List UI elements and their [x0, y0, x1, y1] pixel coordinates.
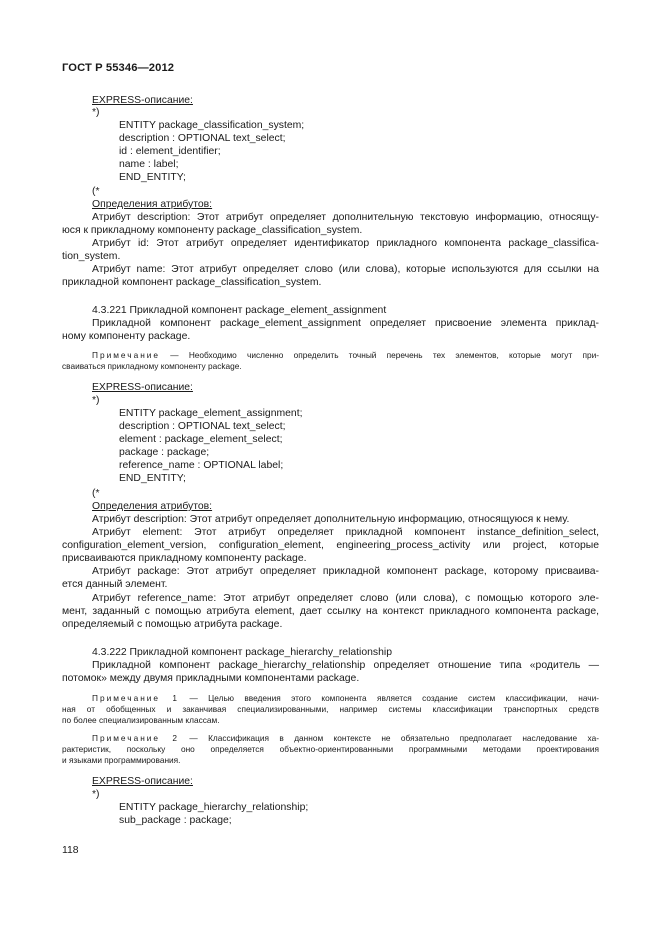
paragraph-line: мент, заданный с помощью атрибута element, дает ссылку на контекст прикладного компонента package,: [62, 606, 599, 617]
code-close: (*: [92, 186, 100, 197]
code-line: sub_package : package;: [119, 815, 232, 826]
code-line: element : package_element_select;: [119, 434, 283, 445]
paragraph-line: Атрибут name: Этот атрибут определяет слово (или слова), которые используются для ссылки на: [92, 264, 599, 275]
paragraph-line: Атрибут package: Этот атрибут определяет прикладной компонент package, которому присваива-: [92, 566, 599, 577]
note-label: Примечание 2: [92, 733, 180, 743]
paragraph-line: Атрибут id: Этот атрибут определяет идентификатор прикладного компонента package_classifica-: [92, 238, 599, 249]
express-label: EXPRESS-описание:: [92, 95, 193, 106]
code-line: END_ENTITY;: [119, 172, 186, 183]
express-label: EXPRESS-описание:: [92, 382, 193, 393]
code-open: *): [92, 107, 100, 118]
code-open: *): [92, 395, 100, 406]
code-line: ENTITY package_hierarchy_relationship;: [119, 802, 309, 813]
attributes-label: Определения атрибутов:: [92, 199, 213, 210]
code-open: *): [92, 789, 100, 800]
express-label: EXPRESS-описание:: [92, 776, 193, 787]
paragraph-line: Атрибут description: Этот атрибут определяет дополнительную информацию, относящуюся к нему.: [92, 514, 570, 525]
standard-header: ГОСТ Р 55346—2012: [62, 62, 175, 74]
code-line: package : package;: [119, 447, 210, 458]
note-label: Примечание 1: [92, 693, 180, 703]
paragraph-line: потомок» между двумя прикладными компонентами package.: [62, 673, 360, 684]
code-close: (*: [92, 488, 100, 499]
page-number: 118: [62, 845, 79, 856]
note: Примечание 1 — Целью введения этого компонента является создание систем классификации, начи-: [92, 693, 599, 703]
note-label: Примечание: [92, 350, 161, 360]
note: Примечание — Необходимо численно определить точный перечень тех элементов, которые могут при-: [92, 350, 599, 360]
note-line: и языками программирования.: [62, 755, 181, 765]
paragraph-line: ному компоненту package.: [62, 331, 191, 342]
code-line: description : OPTIONAL text_select;: [119, 421, 286, 432]
attributes-label: Определения атрибутов:: [92, 501, 213, 512]
section-heading: 4.3.221 Прикладной компонент package_element_assignment: [92, 305, 387, 316]
paragraph-line: определяемый с помощью атрибута package.: [62, 619, 283, 630]
paragraph-line: Атрибут element: Этот атрибут определяет прикладной компонент instance_definition_select,: [92, 527, 599, 538]
paragraph-line: присваиваются прикладному компоненту package.: [62, 553, 307, 564]
code-line: ENTITY package_element_assignment;: [119, 408, 303, 419]
code-line: name : label;: [119, 159, 179, 170]
paragraph-line: ется данный элемент.: [62, 579, 168, 590]
paragraph-line: Прикладной компонент package_element_assignment определяет присвоение элемента приклад-: [92, 318, 599, 329]
paragraph-line: tion_system.: [62, 251, 121, 262]
paragraph-line: прикладной компонент package_classification_system.: [62, 277, 322, 288]
paragraph-line: configuration_element_version, configuration_element, engineering_process_activity или project, которые: [62, 540, 599, 551]
note-line: по более специализированным классам.: [62, 715, 220, 725]
note: Примечание 2 — Классификация в данном контексте не обязательно предполагает наследование ха-: [92, 733, 599, 743]
paragraph-line: юся к прикладному компоненту package_classification_system.: [62, 225, 363, 236]
code-line: description : OPTIONAL text_select;: [119, 133, 286, 144]
paragraph-line: Атрибут reference_name: Этот атрибут определяет слово (или слова), с помощью которого эле-: [92, 593, 599, 604]
paragraph-line: Атрибут description: Этот атрибут определяет дополнительную текстовую информацию, относящу-: [92, 212, 599, 223]
code-line: id : element_identifier;: [119, 146, 221, 157]
code-line: END_ENTITY;: [119, 473, 186, 484]
note-line: рактеристик, поскольку оно определяется объектно-ориентированными программными методами проектирования: [62, 744, 599, 754]
note-line: сваиваться прикладному компоненту package.: [62, 361, 242, 371]
paragraph-line: Прикладной компонент package_hierarchy_relationship определяет отношение типа «родитель —: [92, 660, 599, 671]
code-line: reference_name : OPTIONAL label;: [119, 460, 284, 471]
code-line: ENTITY package_classification_system;: [119, 120, 305, 131]
section-heading: 4.3.222 Прикладной компонент package_hierarchy_relationship: [92, 647, 392, 658]
note-line: ная от обобщенных и заканчивая специализированными, например системы классификации транспортных средств: [62, 704, 599, 714]
